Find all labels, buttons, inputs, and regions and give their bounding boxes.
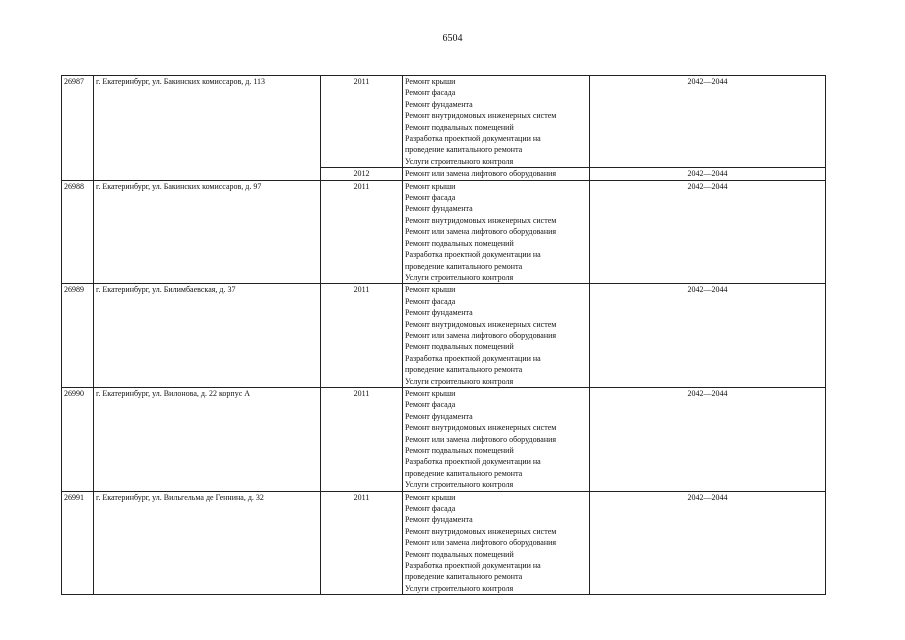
works-cell [403, 76, 590, 168]
work-item: Ремонт или замена лифтового оборудования [405, 227, 557, 237]
table-row [62, 491, 826, 595]
work-item: Ремонт или замена лифтового оборудования [405, 538, 557, 548]
year-cell: 2012 [321, 168, 403, 180]
row-number-cell: 26989 [62, 284, 94, 388]
work-item: Услуги строительного контроля [405, 272, 514, 282]
work-item: Разработка проектной документации на [405, 134, 541, 144]
table-row [62, 387, 826, 491]
work-item: проведение капитального ремонта [405, 365, 523, 375]
work-item: Ремонт крыши [405, 492, 456, 502]
table-body [62, 76, 826, 595]
work-item: Ремонт фасада [405, 88, 456, 98]
year-cell: 2011 [321, 180, 403, 284]
address-cell: г. Екатеринбург, ул. Вилонова, д. 22 корпус А [94, 387, 321, 491]
work-item: Ремонт фасада [405, 193, 456, 203]
work-item: Разработка проектной документации на [405, 353, 541, 363]
work-item: Разработка проектной документации на [405, 250, 541, 260]
page-number: 6504 [442, 33, 463, 44]
work-item: Ремонт крыши [405, 77, 456, 86]
address-cell: г. Екатеринбург, ул. Бакинских комиссаров, д. 97 [94, 180, 321, 284]
work-item: Ремонт внутридомовых инженерных систем [405, 423, 557, 433]
repair-schedule-table [61, 75, 826, 595]
work-item: Ремонт внутридомовых инженерных систем [405, 215, 557, 225]
address-cell: г. Екатеринбург, ул. Вильгельма де Геннина, д. 32 [94, 491, 321, 595]
work-item: Ремонт фасада [405, 296, 456, 306]
work-item: Ремонт внутридомовых инженерных систем [405, 526, 557, 536]
work-item: Ремонт подвальных помещений [405, 122, 514, 132]
table-row [62, 76, 826, 168]
work-item: Ремонт или замена лифтового оборудования [405, 169, 557, 179]
work-item: проведение капитального ремонта [405, 572, 523, 582]
work-item: Ремонт фасада [405, 400, 456, 410]
work-item: проведение капитального ремонта [405, 145, 523, 155]
works-cell [403, 180, 590, 284]
work-item: Разработка проектной документации на [405, 561, 541, 571]
work-item: Ремонт крыши [405, 181, 456, 191]
works-cell [403, 284, 590, 388]
work-item: Ремонт подвальных помещений [405, 342, 514, 352]
work-item: Ремонт внутридомовых инженерных систем [405, 319, 557, 329]
year-cell: 2011 [321, 284, 403, 388]
work-item: Ремонт фундамента [405, 204, 473, 214]
works-cell [403, 168, 590, 180]
work-item: Ремонт внутридомовых инженерных систем [405, 111, 557, 121]
row-number-cell: 26988 [62, 180, 94, 284]
period-cell: 2042—2044 [590, 284, 826, 388]
period-cell: 2042—2044 [590, 168, 826, 180]
work-item: Ремонт подвальных помещений [405, 446, 514, 455]
work-item: Ремонт или замена лифтового оборудования [405, 434, 557, 444]
year-cell: 2011 [321, 387, 403, 491]
works-cell [403, 387, 590, 491]
row-number-cell: 26987 [62, 76, 94, 181]
period-cell: 2042—2044 [590, 387, 826, 491]
address-cell: г. Екатеринбург, ул. Бакинских комиссаров, д. 113 [94, 76, 321, 181]
table-row [62, 180, 826, 284]
year-cell: 2011 [321, 76, 403, 168]
work-item: Ремонт крыши [405, 285, 456, 295]
period-cell: 2042—2044 [590, 491, 826, 595]
work-item: Услуги строительного контроля [405, 376, 514, 386]
address-cell: г. Екатеринбург, ул. Билимбаевская, д. 37 [94, 284, 321, 388]
work-item: Разработка проектной документации на [405, 457, 541, 467]
work-item: Ремонт подвальных помещений [405, 549, 514, 559]
work-item: Ремонт фундамента [405, 99, 473, 109]
work-item: Ремонт крыши [405, 388, 456, 398]
table-row [62, 284, 826, 388]
work-item: Ремонт или замена лифтового оборудования [405, 330, 557, 340]
work-item: Ремонт фундамента [405, 411, 473, 421]
work-item: Услуги строительного контроля [405, 583, 514, 593]
work-item: Ремонт фундамента [405, 515, 473, 525]
work-item: Ремонт фундамента [405, 308, 473, 318]
works-cell [403, 491, 590, 595]
work-item: Ремонт подвальных помещений [405, 238, 514, 248]
year-cell: 2011 [321, 491, 403, 595]
work-item: проведение капитального ремонта [405, 261, 523, 271]
row-number-cell: 26990 [62, 387, 94, 491]
work-item: Услуги строительного контроля [405, 156, 514, 166]
row-number-cell: 26991 [62, 491, 94, 595]
period-cell: 2042—2044 [590, 180, 826, 284]
work-item: Ремонт фасада [405, 504, 456, 514]
work-item: проведение капитального ремонта [405, 468, 523, 478]
period-cell: 2042—2044 [590, 76, 826, 168]
work-item: Услуги строительного контроля [405, 480, 514, 490]
